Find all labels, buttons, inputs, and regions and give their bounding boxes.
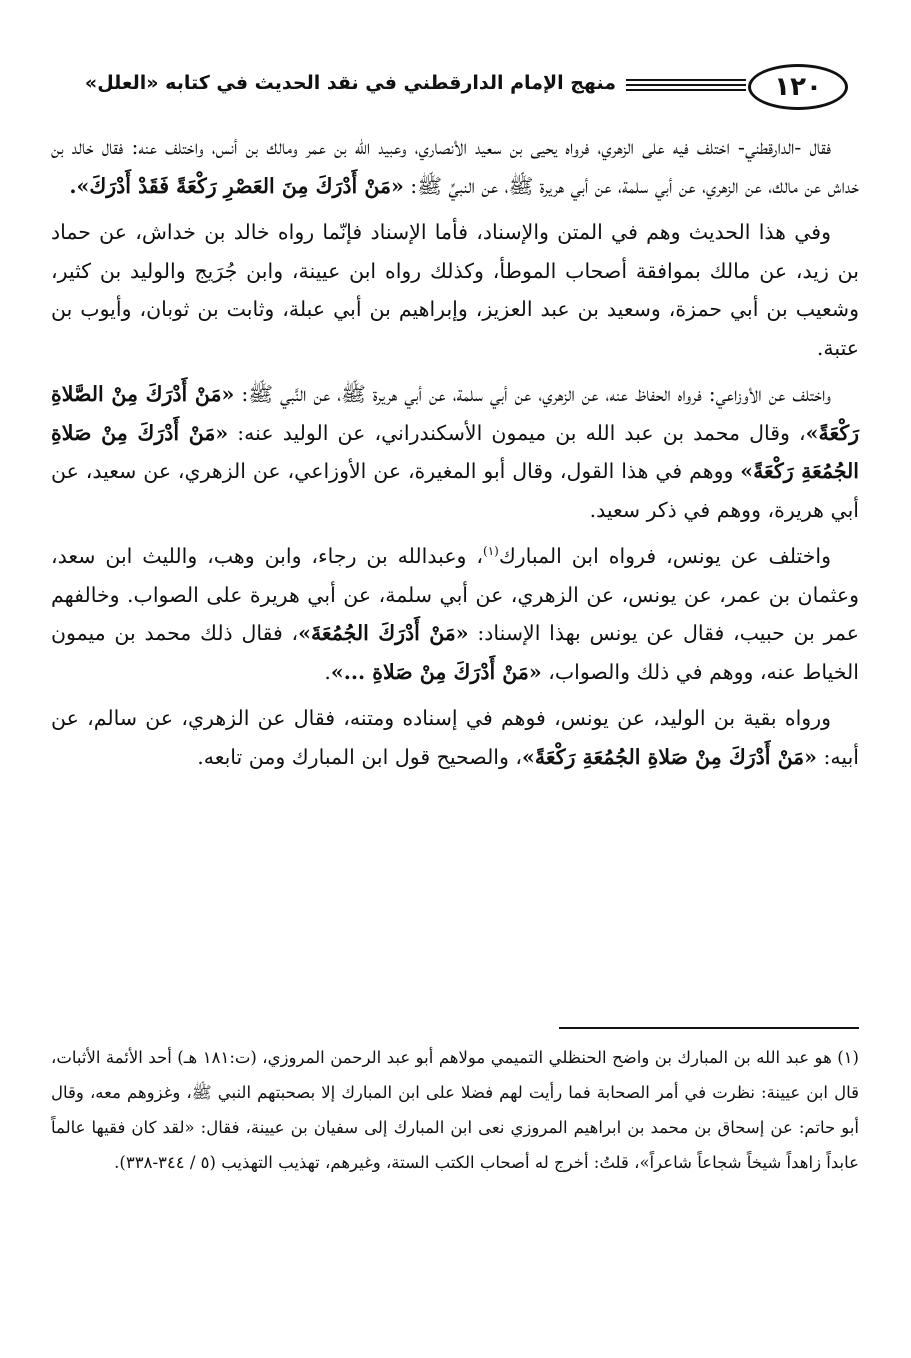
text-run: ، وقال محمد بن عبد الله بن ميمون الأسكندراني، عن الوليد عنه:	[228, 420, 806, 445]
header-rule-line	[626, 89, 746, 91]
paragraph	[51, 537, 859, 691]
page-number: ١٢٠	[748, 64, 848, 110]
book-title: منهج الإمام الدارقطني في نقد الحديث في كتابه «العلل»	[84, 72, 616, 94]
hadith-text: «مَنْ أَدْرَكَ مِنَ العَصْرِ رَكْعَةً فَقَدْ أَدْرَكَ».	[69, 173, 404, 198]
hadith-text: «مَنْ أَدْرَكَ مِنْ صَلاةِ الجُمُعَةِ رَكْعَةً»	[522, 744, 817, 769]
paragraph	[51, 128, 859, 205]
text-run: ، وعبدالله بن رجاء، وابن وهب، والليث ابن سعد، وعثمان بن عمر، عن يونس، عن الزهري، عن أبي سلمة، عن أبي هريرة على الصواب. وخالفهم عمر بن حبيب، فقال عن يونس بهذا الإسناد:	[51, 544, 860, 645]
text-run: ، والصحيح قول ابن المبارك ومن تابعه.	[197, 744, 523, 769]
paragraph	[51, 699, 859, 776]
footnote-section	[51, 1040, 859, 1180]
text-run: ورواه بقية بن الوليد، عن يونس، فوهم في إسناده ومتنه، فقال عن الزهري، عن سالم، عن أبيه:	[51, 706, 859, 769]
paragraph	[51, 375, 859, 529]
hadith-text: «مَنْ أَدْرَكَ مِنْ صَلاةِ الجُمُعَةِ رَكْعَةً»	[51, 420, 860, 483]
hadith-text: «مَنْ أَدْرَكَ مِنْ صَلاةِ ...»	[330, 659, 542, 684]
text-run: فقال -الدارقطني- اختلف فيه على الزهري، فرواه يحيى بن سعيد الأنصاري، وعبيد الله بن عمر ومالك بن أنس، واختلف عنه: فقال خالد بن خداش عن مالك، عن الزهري، عن أبي سلمة، عن أبي هريرة ﷺ، عن النبيِّ ﷺ:	[51, 135, 859, 198]
text-run: ووهم في هذا القول، وقال أبو المغيرة، عن الأوزاعي، عن الزهري، عن سعيد، عن أبي هريرة، ووهم في ذكر سعيد.	[51, 459, 859, 522]
header-rule-line	[626, 84, 746, 86]
text-run: وفي هذا الحديث وهم في المتن والإسناد، فأما الإسناد فإنّما رواه خالد بن خداش، عن حماد بن زيد، عن مالك بموافقة أصحاب الموطأ، وكذلك رواه ابن عيينة، وابن جُرَيج والوليد بن كثير، وشعيب بن أبي حمزة، وسعيد بن عبد العزيز، وإبراهيم بن أبي عبلة، وثابت بن ثوبان، وأيوب بن عتبة.	[51, 220, 859, 360]
footnote-separator	[559, 1027, 859, 1029]
text-run: ، فقال ذلك محمد بن ميمون الخياط عنه، ووهم في ذلك والصواب،	[51, 621, 859, 684]
footnote-ref: (١)	[483, 544, 499, 559]
text-run: .	[324, 659, 331, 684]
text-run: واختلف عن الأوزاعي: فرواه الحفاظ عنه، عن الزهري، عن أبي سلمة، عن أبي هريرة ﷺ، عن النَّبي ﷺ:	[234, 382, 831, 406]
hadith-text: «مَنْ أَدْرَكَ الجُمُعَةَ»	[298, 621, 469, 645]
main-text	[51, 128, 859, 784]
paragraph	[51, 213, 859, 367]
footnote-1: (١) هو عبد الله بن المبارك بن واضح الحنظلي التميمي مولاهم أبو عبد الرحمن المروزي، (ت:١٨١ هـ) أحد الأئمة الأثبات، قال ابن عيينة: نظرت في أمر الصحابة فما رأيت لهم فضلا على ابن المبارك إلا بصحبتهم النبي ﷺ، وغزوهم معه، وقال أبو حاتم: عن إسحاق بن محمد بن ابراهيم المروزي نعى ابن المبارك إلى سفيان بن عيينة، فقال: «لقد كان فقيها عالماً عابداً زاهداً شيخاً شجاعاً شاعراً»، قلتُ: أخرج له أصحاب الكتب الستة، وغيرهم، تهذيب التهذيب (٥ / ٣٤٤-٣٣٨).	[51, 1048, 859, 1172]
text-run: واختلف عن يونس، فرواه ابن المبارك	[498, 544, 832, 568]
header-rule	[626, 79, 746, 93]
page-header	[62, 64, 848, 114]
header-rule-line	[626, 79, 746, 81]
hadith-text: «مَنْ أَدْرَكَ مِنْ الصَّلاةِ رَكْعَةً»	[51, 382, 859, 445]
